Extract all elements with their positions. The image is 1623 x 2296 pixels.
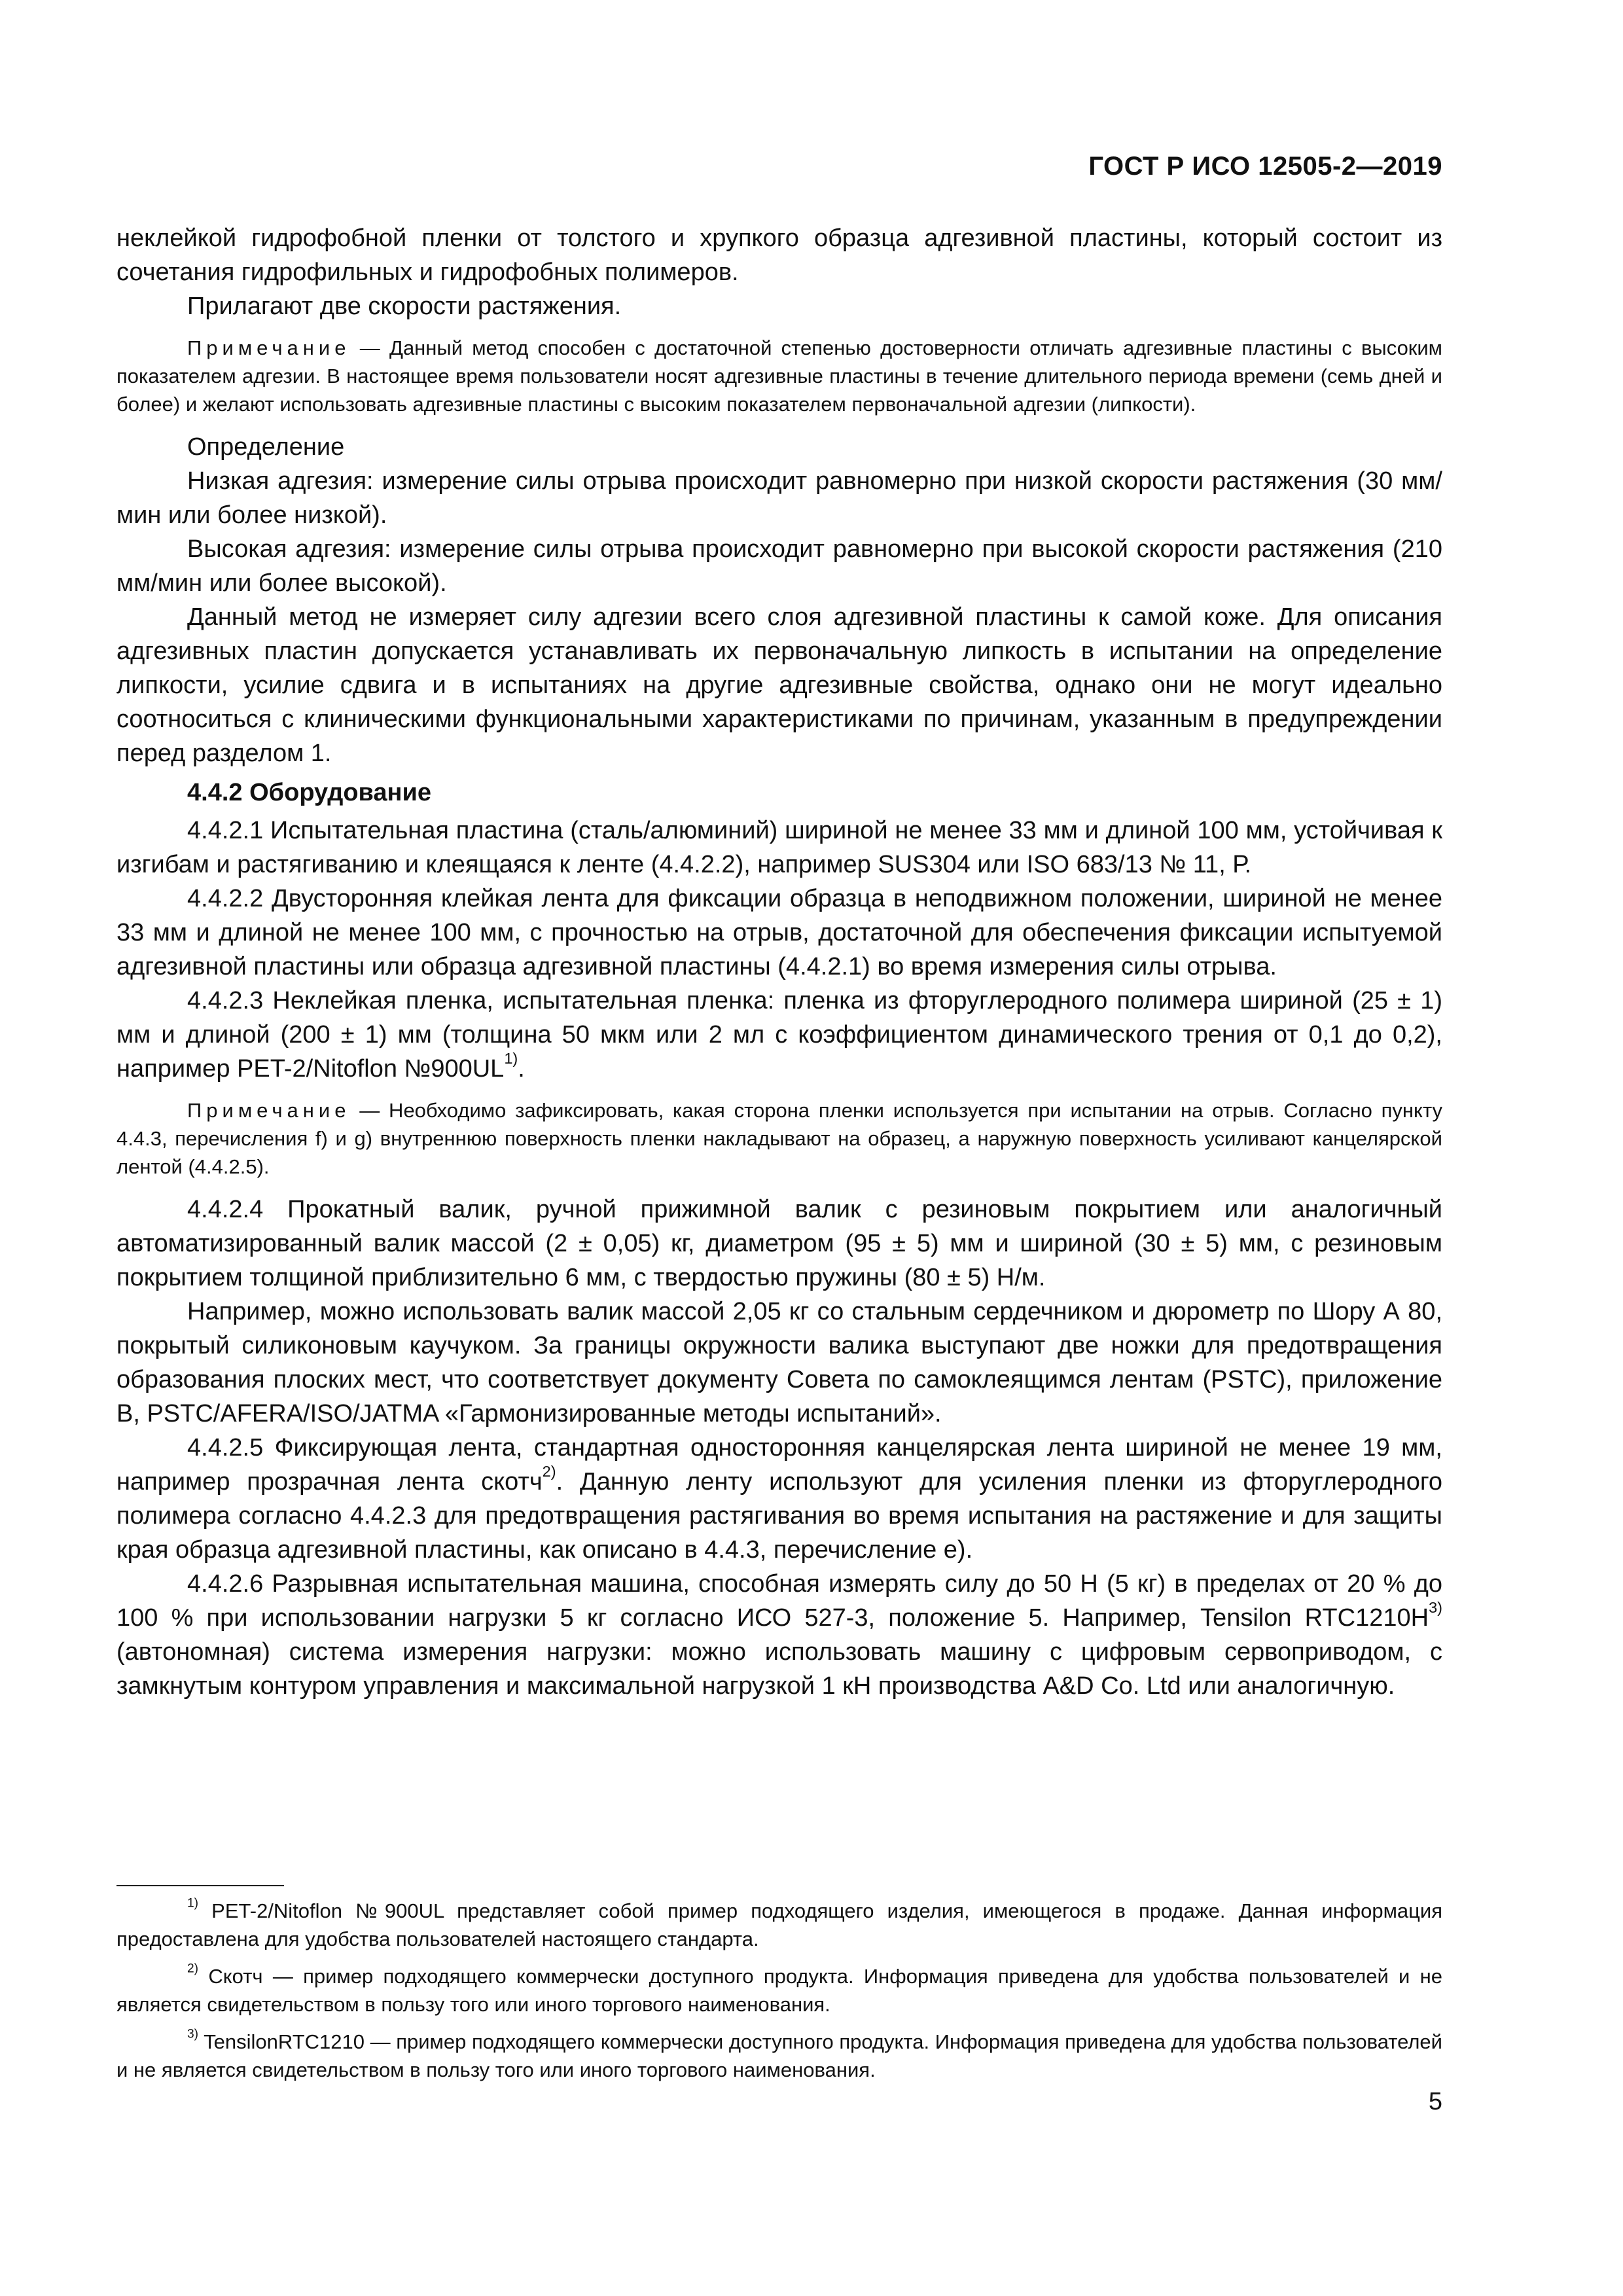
- paragraph: Высокая адгезия: измерение силы отрыва происходит равномерно при высокой скорости растяжения (210 мм/мин или более высокой).: [116, 535, 1442, 597]
- paragraph: Прилагают две скорости растяжения.: [187, 293, 622, 320]
- paragraph: [116, 984, 1442, 1086]
- footnote-ref[interactable]: 2): [542, 1462, 556, 1480]
- paragraph: Определение: [187, 433, 345, 461]
- paragraph-text: 4.4.2.3 Неклейкая пленка, испытательная пленка: пленка из фторуглеродного полимера шириной (25 ± 1) мм и длиной (200 ± 1) мм (толщина 50 мкм или 2 мл с коэффициентом динамического трения от 0,1 до 0,2), например PET-2/Nitoflon №900UL: [116, 987, 1442, 1083]
- paragraph: Например, можно использовать валик массой 2,05 кг со стальным сердечником и дюрометр по Шору А 80, покрытый силиконовым каучуком. За границы окружности валика выступают две ножки для предотвращения образования плоских мест, что соответствует документу Совета по самоклеящимся лентам (PSTC), приложение В, PSTC/AFERA/ISO/JATMA «Гармонизированные методы испытаний».: [116, 1298, 1442, 1427]
- paragraph-text: .: [518, 1055, 525, 1083]
- page-body: [116, 221, 1442, 1703]
- footnote-mark: 3): [187, 2027, 199, 2041]
- footnote-ref[interactable]: 1): [504, 1049, 518, 1067]
- paragraph-text: 4.4.2.5 Фиксирующая лента, стандартная односторонняя канцелярская лента шириной не менее 19 мм, например прозрачная лента скотч: [116, 1434, 1442, 1496]
- note-text: — Данный метод способен с достаточной степенью достоверности отличать адгезивные пластины с высоким показателем адгезии. В настоящее время пользователи носят адгезивные пластины в течение длительного периода времени (семь дней и более) и желают использовать адгезивные пластины с высоким показателем первоначальной адгезии (липкости).: [116, 336, 1442, 416]
- paragraph-text: . Данную ленту используют для усиления пленки из фторуглеродного полимера согласно 4.4.2.3 для предотвращения растягивания во время испытания на растяжение и для защиты края образца адгезивной пластины, как описано в 4.4.3, перечисление е).: [116, 1468, 1442, 1564]
- footnote-mark: 2): [187, 1962, 199, 1976]
- footnote: [116, 1897, 1442, 1953]
- footnote-text: Скотч — пример подходящего коммерчески доступного продукта. Информация приведена для удобства пользователей и не является свидетельством в пользу того или иного торгового наименования.: [116, 1965, 1442, 2016]
- note-label: Примечание: [187, 1099, 351, 1122]
- paragraph-text: 4.4.2.6 Разрывная испытательная машина, способная измерять силу до 50 Н (5 кг) в пределах от 20 % до 100 % при использовании нагрузки 5 кг согласно ИСО 527-3, положение 5. Например, Tensilon RTC1210H: [116, 1570, 1442, 1632]
- note: [116, 1096, 1442, 1181]
- paragraph: [116, 1431, 1442, 1567]
- page-number: 5: [1428, 2088, 1442, 2115]
- footnote-divider: [116, 1885, 284, 1886]
- paragraph: 4.4.2.1 Испытательная пластина (сталь/алюминий) шириной не менее 33 мм и длиной 100 мм, устойчивая к изгибам и растягиванию и клеящаяся к ленте (4.4.2.2), например SUS304 или ISO 683/13 № 11, Р.: [116, 817, 1442, 878]
- paragraph-text: (автономная) система измерения нагрузки: можно использовать машину с цифровым сервоприводом, с замкнутым контуром управления и максимальной нагрузкой 1 кН производства A&D Co. Ltd или аналогичную.: [116, 1638, 1442, 1700]
- section-heading: 4.4.2 Оборудование: [187, 779, 431, 806]
- paragraph: неклейкой гидрофобной пленки от толстого и хрупкого образца адгезивной пластины, который состоит из сочетания гидрофильных и гидрофобных полимеров.: [116, 224, 1442, 286]
- paragraph: Низкая адгезия: измерение силы отрыва происходит равномерно при низкой скорости растяжения (30 мм/мин или более низкой).: [116, 467, 1442, 529]
- footnote: [116, 2028, 1442, 2084]
- footnotes: [116, 1897, 1442, 2093]
- document-id-header: ГОСТ Р ИСО 12505-2—2019: [1088, 152, 1442, 181]
- footnote-text: TensilonRTC1210 — пример подходящего коммерчески доступного продукта. Информация приведена для удобства пользователей и не является свидетельством в пользу того или иного торгового наименования.: [116, 2030, 1442, 2081]
- footnote-text: PET-2/Nitoflon №900UL представляет собой пример подходящего изделия, имеющегося в продаже. Данная информация предоставлена для удобства пользователей настоящего стандарта.: [116, 1899, 1442, 1950]
- paragraph: 4.4.2.4 Прокатный валик, ручной прижимной валик с резиновым покрытием или аналогичный автоматизированный валик массой (2 ± 0,05) кг, диаметром (95 ± 5) мм и шириной (30 ± 5) мм, с резиновым покрытием толщиной приблизительно 6 мм, с твердостью пружины (80 ± 5) Н/м.: [116, 1196, 1442, 1291]
- footnote: [116, 1962, 1442, 2018]
- note-label: Примечание: [187, 336, 351, 359]
- paragraph: Данный метод не измеряет силу адгезии всего слоя адгезивной пластины к самой коже. Для описания адгезивных пластин допускается устанавливать их первоначальную липкость в испытании на определение липкости, усилие сдвига и в испытаниях на другие адгезивные свойства, однако они не могут идеально соотноситься с клиническими функциональными характеристиками по причинам, указанным в предупреждении перед разделом 1.: [116, 603, 1442, 767]
- note-text: — Необходимо зафиксировать, какая сторона пленки используется при испытании на отрыв. Согласно пункту 4.4.3, перечисления f) и g) внутреннюю поверхность пленки накладывают на образец, а наружную поверхность усиливают канцелярской лентой (4.4.2.5).: [116, 1099, 1442, 1178]
- note: [116, 334, 1442, 418]
- footnote-mark: 1): [187, 1896, 199, 1910]
- paragraph: 4.4.2.2 Двусторонняя клейкая лента для фиксации образца в неподвижном положении, шириной не менее 33 мм и длиной не менее 100 мм, с прочностью на отрыв, достаточной для обеспечения фиксации испытуемой адгезивной пластины или образца адгезивной пластины (4.4.2.1) во время измерения силы отрыва.: [116, 885, 1442, 980]
- footnote-ref[interactable]: 3): [1429, 1598, 1442, 1616]
- paragraph: [116, 1567, 1442, 1703]
